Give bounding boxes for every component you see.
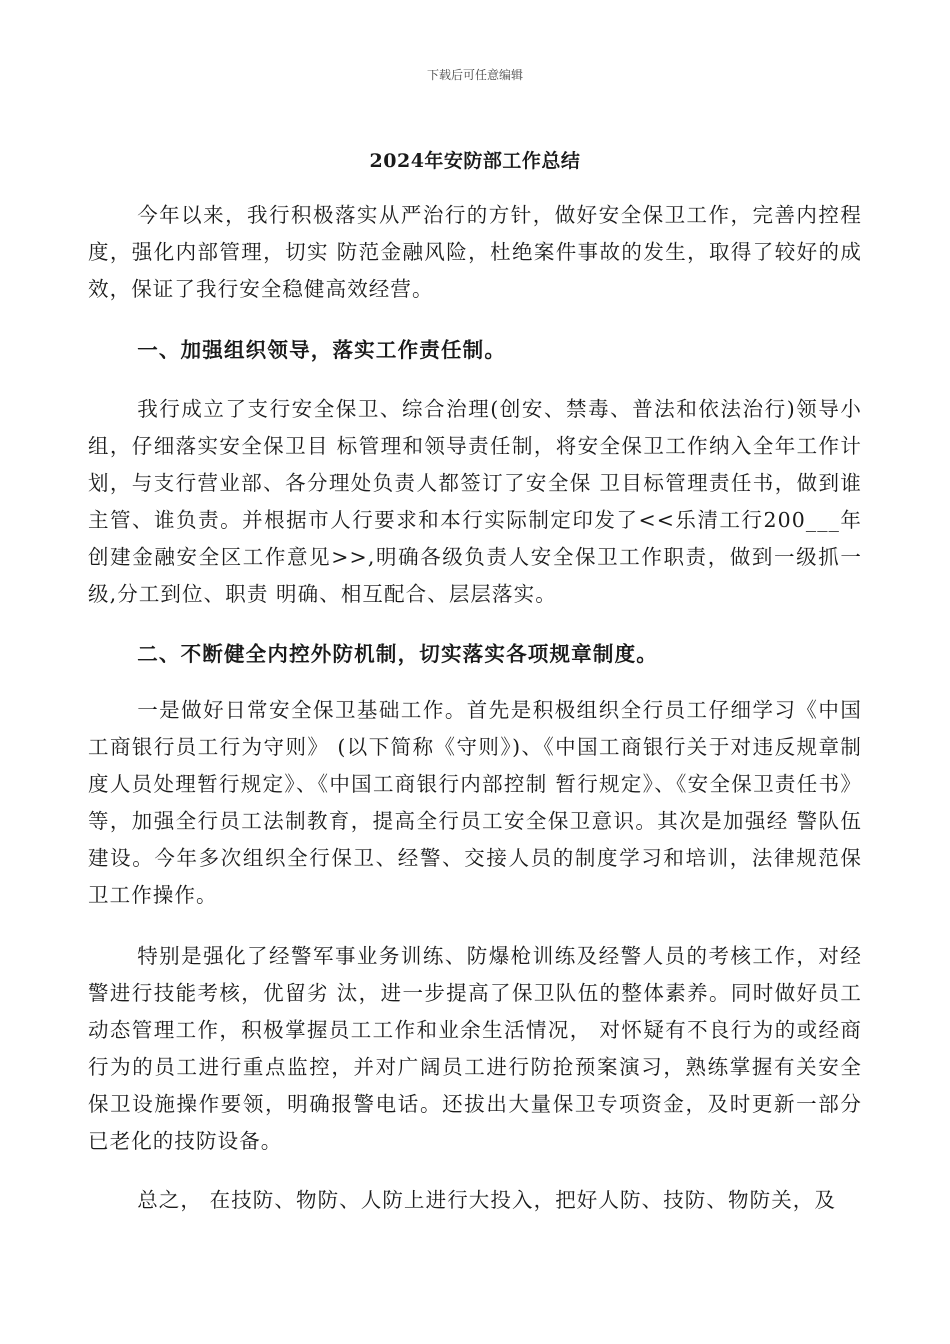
section2-paragraph-3 xyxy=(88,1182,862,1219)
section2-text-1: 一是做好日常安全保卫基础工作。首先是积极组织全行员工仔细学习《中国工商银行员工行为守则》 (以下简称《守则》)、《中国工商银行关于对违反规章制度人员处理暂行规定》、《中国工商银行内部控制 暂行规定》、《安全保卫责任书》等，加强全行员工法制教育，提高全行员工安全保卫意识。其次是加强经 警队伍建设。今年多次组织全行保卫、经警、交接人员的制度学习和培训，法律规范保卫工作操作。 xyxy=(88,698,862,907)
section2-paragraph-2 xyxy=(88,938,862,1160)
document-title: 2024年安防部工作总结 xyxy=(369,150,581,172)
intro-paragraph xyxy=(88,197,862,308)
section2-heading xyxy=(88,636,862,673)
section1-text: 我行成立了支行安全保卫、综合治理(创安、禁毒、普法和依法治行)领导小组，仔细落实安全保卫目 标管理和领导责任制，将安全保卫工作纳入全年工作计划，与支行营业部、各分理处负责人都签订了安全保 卫目标管理责任书，做到谁主管、谁负责。并根据市人行要求和本行实际制定印发了<<乐清工行200___年创建金融安全区工作意见>>,明确各级负责人安全保卫工作职责，做到一级抓一级,分工到位、职责 明确、相互配合、层层落实。 xyxy=(88,397,862,606)
intro-text: 今年以来，我行积极落实从严治行的方针，做好安全保卫工作，完善内控程度，强化内部管理，切实 防范金融风险，杜绝案件事故的发生，取得了较好的成效，保证了我行安全稳健高效经营。 xyxy=(88,203,862,301)
section2-text-2: 特别是强化了经警军事业务训练、防爆枪训练及经警人员的考核工作，对经警进行技能考核，优留劣 汰，进一步提高了保卫队伍的整体素养。同时做好员工动态管理工作，积极掌握员工工作和业余生活情况， 对怀疑有不良行为的或经商行为的员工进行重点监控，并对广阔员工进行防抢预案演习，熟练掌握有关安全 保卫设施操作要领，明确报警电话。还拔出大量保卫专项资金，及时更新一部分已老化的技防设备。 xyxy=(88,944,862,1153)
section1-heading xyxy=(88,332,862,369)
header-note: 下载后可任意编辑 xyxy=(426,68,523,82)
section2-heading-text: 二、不断健全内控外防机制，切实落实各项规章制度。 xyxy=(137,642,658,666)
section2-text-3: 总之， 在技防、物防、人防上进行大投入，把好人防、技防、物防关，及 xyxy=(137,1188,837,1212)
section2-paragraph-1 xyxy=(88,692,862,914)
section1-paragraph xyxy=(88,391,862,613)
section1-heading-text: 一、加强组织领导，落实工作责任制。 xyxy=(137,338,507,362)
